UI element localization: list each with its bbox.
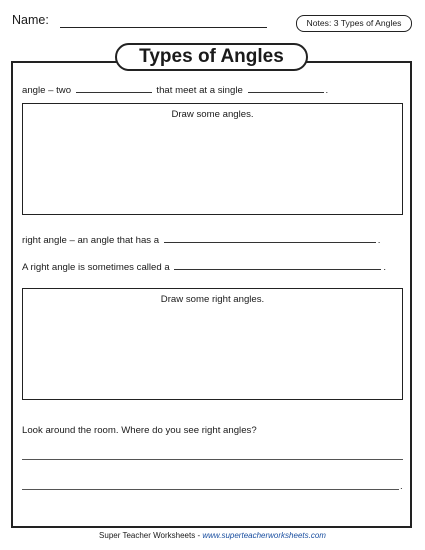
draw-angles-box[interactable] <box>22 103 403 215</box>
draw-right-angles-box[interactable] <box>22 288 403 400</box>
angle-definition <box>22 83 328 97</box>
draw-right-angles-caption: Draw some right angles. <box>160 294 265 305</box>
right-angle-alias-text: A right angle is sometimes called a <box>22 262 170 273</box>
room-question: Look around the room. Where do you see right angles? <box>22 425 257 436</box>
right-angle-definition <box>22 233 380 247</box>
angle-definition-part1: angle – two <box>22 85 72 96</box>
name-blank-line[interactable] <box>60 27 267 28</box>
angle-definition-part2: that meet at a single <box>156 85 243 96</box>
right-angle-alias-line <box>22 260 386 274</box>
notes-badge: Notes: 3 Types of Angles <box>296 15 412 32</box>
right-angle-definition-end: . <box>377 235 381 246</box>
footer <box>0 531 425 540</box>
right-angle-definition-text: right angle – an angle that has a <box>22 235 160 246</box>
right-angle-blank[interactable] <box>164 233 376 243</box>
draw-angles-caption: Draw some angles. <box>171 109 254 120</box>
title-banner <box>115 43 308 71</box>
right-angle-alias-blank[interactable] <box>174 260 381 270</box>
answer-line-1[interactable] <box>22 459 403 460</box>
page-title: Types of Angles <box>139 46 284 67</box>
right-angle-alias-end: . <box>383 262 387 273</box>
angle-blank-1[interactable] <box>76 83 152 93</box>
angle-blank-2[interactable] <box>248 83 324 93</box>
name-label: Name: <box>12 13 49 27</box>
angle-definition-end: . <box>325 85 329 96</box>
footer-brand: Super Teacher Worksheets - <box>99 531 203 540</box>
answer-line-2[interactable] <box>22 489 399 490</box>
footer-url[interactable]: www.superteacherworksheets.com <box>202 531 326 540</box>
answer-line-end: . <box>400 481 403 492</box>
